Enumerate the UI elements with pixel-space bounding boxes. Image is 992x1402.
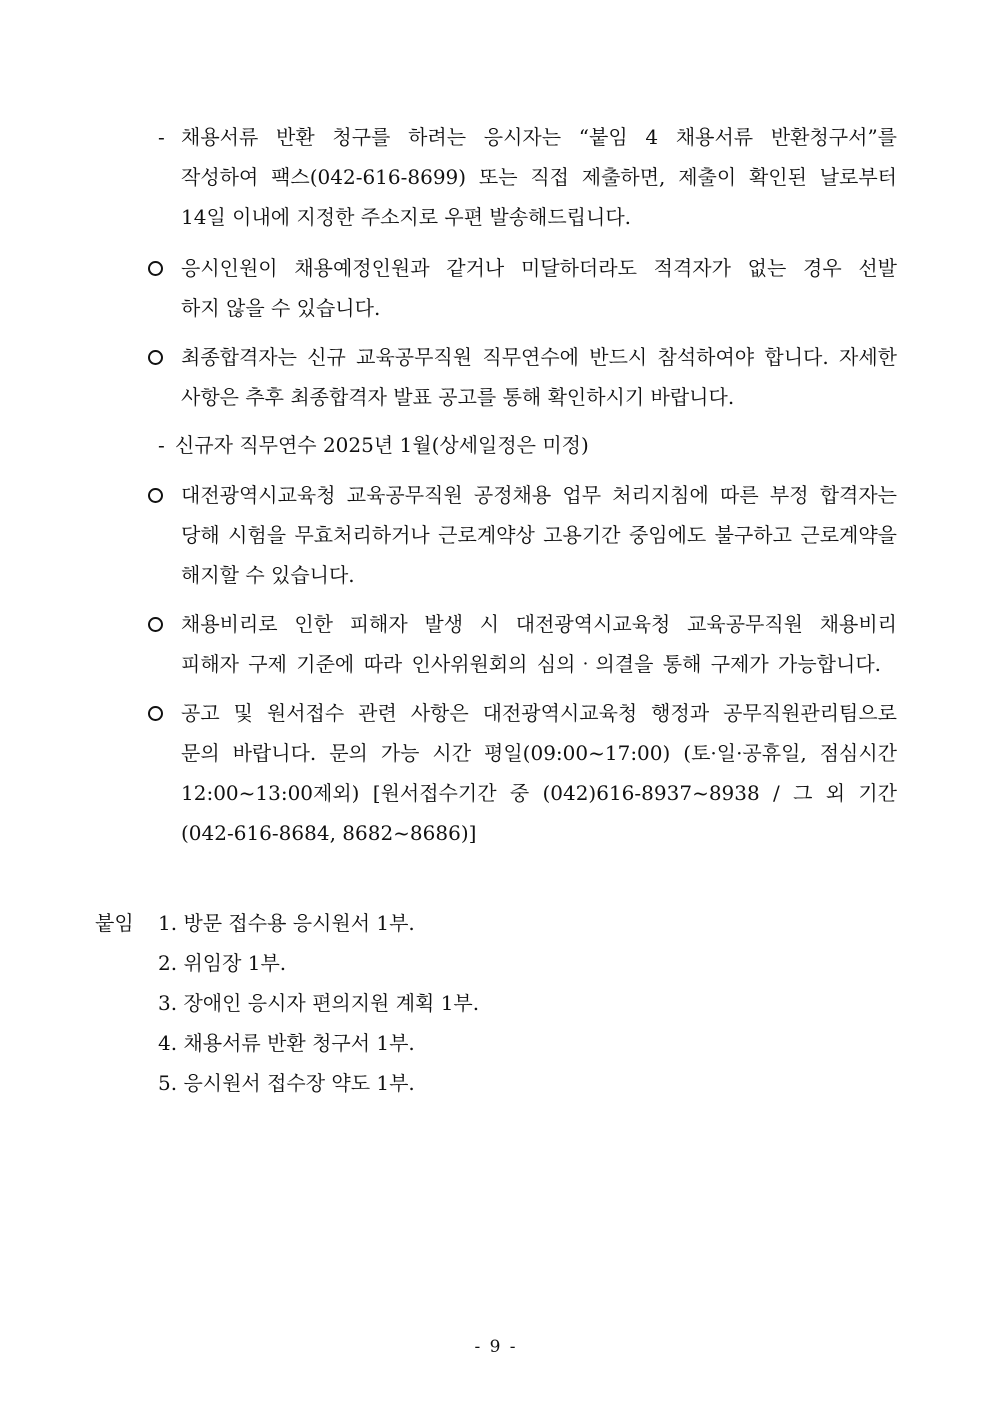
item-0-line-1: 작성하여 팩스(042-616-8699) 또는 직접 제출하면, 제출이 확인된 날로부터 [181, 165, 897, 189]
item-1-line-1: 하지 않을 수 있습니다. [181, 296, 381, 320]
item-3-line-0: 신규자 직무연수 2025년 1월(상세일정은 미정) [175, 433, 589, 457]
attachment-item-3: 3. 장애인 응시자 편의지원 계획 1부. [158, 991, 480, 1015]
item-6-line-0: 공고 및 원서접수 관련 사항은 대전광역시교육청 행정과 공무직원관리팀으로 [181, 701, 897, 725]
circle-bullet-icon [148, 350, 163, 365]
attachment-item-1: 1. 방문 접수용 응시원서 1부. [158, 911, 415, 935]
item-1-line-0: 응시인원이 채용예정인원과 같거나 미달하더라도 적격자가 없는 경우 선발 [181, 256, 897, 280]
item-0-line-0: 채용서류 반환 청구를 하려는 응시자는 “붙임 4 채용서류 반환청구서”를 [181, 125, 897, 149]
item-0-line-2: 14일 이내에 지정한 주소지로 우편 발송해드립니다. [181, 205, 631, 229]
circle-bullet-icon [148, 706, 163, 721]
dash-marker: - [158, 433, 165, 457]
item-5-line-1: 피해자 구제 기준에 따라 인사위원회의 심의‧의결을 통해 구제가 가능합니다. [181, 652, 881, 676]
circle-bullet-icon [148, 617, 163, 632]
page-number: - 9 - [474, 1337, 518, 1357]
item-4-line-1: 당해 시험을 무효처리하거나 근로계약상 고용기간 중임에도 불구하고 근로계약을 [181, 523, 897, 547]
item-6-line-3: (042-616-8684, 8682~8686)] [181, 821, 477, 845]
item-2-line-1: 사항은 추후 최종합격자 발표 공고를 통해 확인하시기 바랍니다. [181, 385, 735, 409]
item-4-line-0: 대전광역시교육청 교육공무직원 공정채용 업무 처리지침에 따른 부정 합격자는 [181, 483, 897, 507]
attachment-item-5: 5. 응시원서 접수장 약도 1부. [158, 1071, 415, 1095]
dash-marker: - [158, 125, 165, 149]
circle-bullet-icon [148, 261, 163, 276]
item-6-line-1: 문의 바랍니다. 문의 가능 시간 평일(09:00~17:00) (토·일·공휴일, 점심시간 [181, 741, 897, 765]
attachments-label: 붙임 [95, 911, 134, 935]
circle-bullet-icon [148, 488, 163, 503]
item-6-line-2: 12:00~13:00제외) [원서접수기간 중 (042)616-8937~8938 / 그 외 기간 [181, 781, 897, 805]
item-4-line-2: 해지할 수 있습니다. [181, 563, 355, 587]
item-2-line-0: 최종합격자는 신규 교육공무직원 직무연수에 반드시 참석하여야 합니다. 자세한 [181, 345, 897, 369]
attachment-item-2: 2. 위임장 1부. [158, 951, 287, 975]
attachment-item-4: 4. 채용서류 반환 청구서 1부. [158, 1031, 415, 1055]
item-5-line-0: 채용비리로 인한 피해자 발생 시 대전광역시교육청 교육공무직원 채용비리 [181, 612, 897, 636]
